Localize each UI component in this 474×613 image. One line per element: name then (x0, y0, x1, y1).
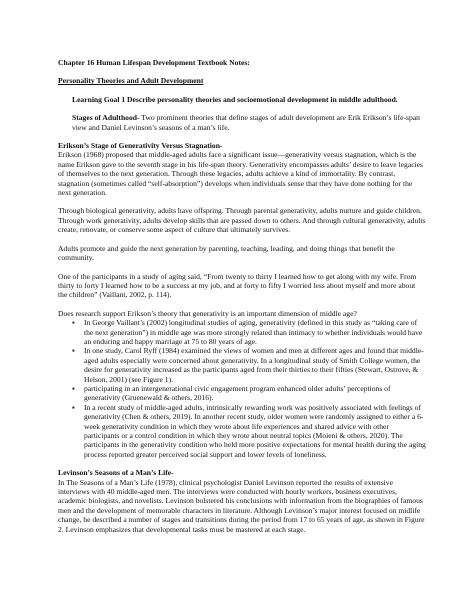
stages-paragraph (58, 113, 426, 132)
stages-text: Two prominent theories that define stages of adult development are Erik Erikson’s life-span view and Daniel Levinson’s seasons of a man’s life. (72, 113, 420, 132)
levinson-heading: Levinson’s Seasons of a Man’s Life- (58, 468, 174, 478)
levinson-paragraph-1: In The Seasons of a Man’s Life (1978), clinical psychologist Daniel Levinson reported the results of extensive interviews with 40 middle-aged men. The interviews were conducted with hourly workers, business executives, academic biologists, and novelists. Levinson bolstered his conclusions with information from the biographies of famous men and the development of memorable characters in literature. Although Levinson’s major interest focused on midlife change, he described a number of stages and transitions during the period from 17 to 65 years of age, as shown in Figure 2. Levinson emphasizes that developmental tasks must be mastered at each stage. (58, 477, 425, 534)
research-bullet: ▪ In one study, Carol Ryff (1984) examined the views of women and men at different ages and found that middle-aged adults especially were concerned about generativity. In a longitudinal study of Smith College women, the desire for generativity increased as the participants aged from their thirties to their fifties (Stewart, Ostrove, & Helson, 2001) (see Figure 1). (84, 346, 426, 384)
learning-goal: Learning Goal 1 Describe personality theories and socioemotional development in middle adulthood. (72, 94, 398, 104)
research-bullet-list (58, 318, 426, 459)
erikson-paragraph-4: One of the participants in a study of aging said, “From twenty to thirty I learned how to get along with my wife. From thirty to forty I learned how to be a success at my job, and at forty to fifty I worried less about myself and more about the children” (Vaillant, 2002, p. 114). (58, 271, 417, 300)
erikson-paragraph-3: Adults promote and guide the next generation by parenting, teaching, leading, and doing things that benefit the community. (58, 243, 395, 263)
document-title: Chapter 16 Human Lifespan Development Textbook Notes: (58, 58, 250, 67)
erikson-heading: Erikson’s Stage of Generativity Versus Stagnation- (58, 141, 223, 151)
erikson-paragraph-1: Erikson (1968) proposed that middle-aged adults face a significant issue—generativity versus stagnation, which is the name Erikson gave to the seventh stage in his life-span theory. Generativity encompasses adults’ desire to leave legacies of themselves to the next generation. Through these legacies, adults achieve a kind of immortality. By contrast, stagnation (sometimes called “self-absorption”) develops when individuals sense that they have done nothing for the next generation. (58, 150, 424, 198)
section-heading: Personality Theories and Adult Development (58, 76, 204, 86)
stages-label: Stages of Adulthood- (72, 113, 140, 123)
erikson-paragraph-2: Through biological generativity, adults have offspring. Through parental generativity, adults nurture and guide children. Through work generativity, adults develop skills that are passed down to others. And through cultural generativity, adults create, renovate, or conserve some aspect of culture that ultimately survives. (58, 206, 426, 235)
research-question: Does research support Erikson’s theory that generativity is an important dimension of middle age? (58, 308, 357, 318)
research-bullet: ▪ In a recent study of middle-aged adults, intrinsically rewarding work was positively associated with feelings of generativity (Chen & others, 2019). In another recent study, older women were randomly assigned to either a 6-week generativity condition in which they wrote about life experiences and shared advice with other participants or a control condition in which they wrote about neutral topics (Moieni & others, 2020). The participants in the generativity condition who held more positive expectations for mental health during the aging process reported greater perceived social support and lower levels of loneliness. (84, 403, 426, 459)
research-bullet: ▪ In George Vaillant’s (2002) longitudinal studies of aging, generativity (defined in this study as “taking care of the next generation”) in middle age was more strongly related than intimacy to whether individuals would have an enduring and happy marriage at 75 to 80 years of age. (84, 318, 426, 346)
research-bullet: ▪ participating in an intergenerational civic engagement program enhanced older adults’ perceptions of generativity (Gruenewald & others, 2016). (84, 384, 426, 403)
